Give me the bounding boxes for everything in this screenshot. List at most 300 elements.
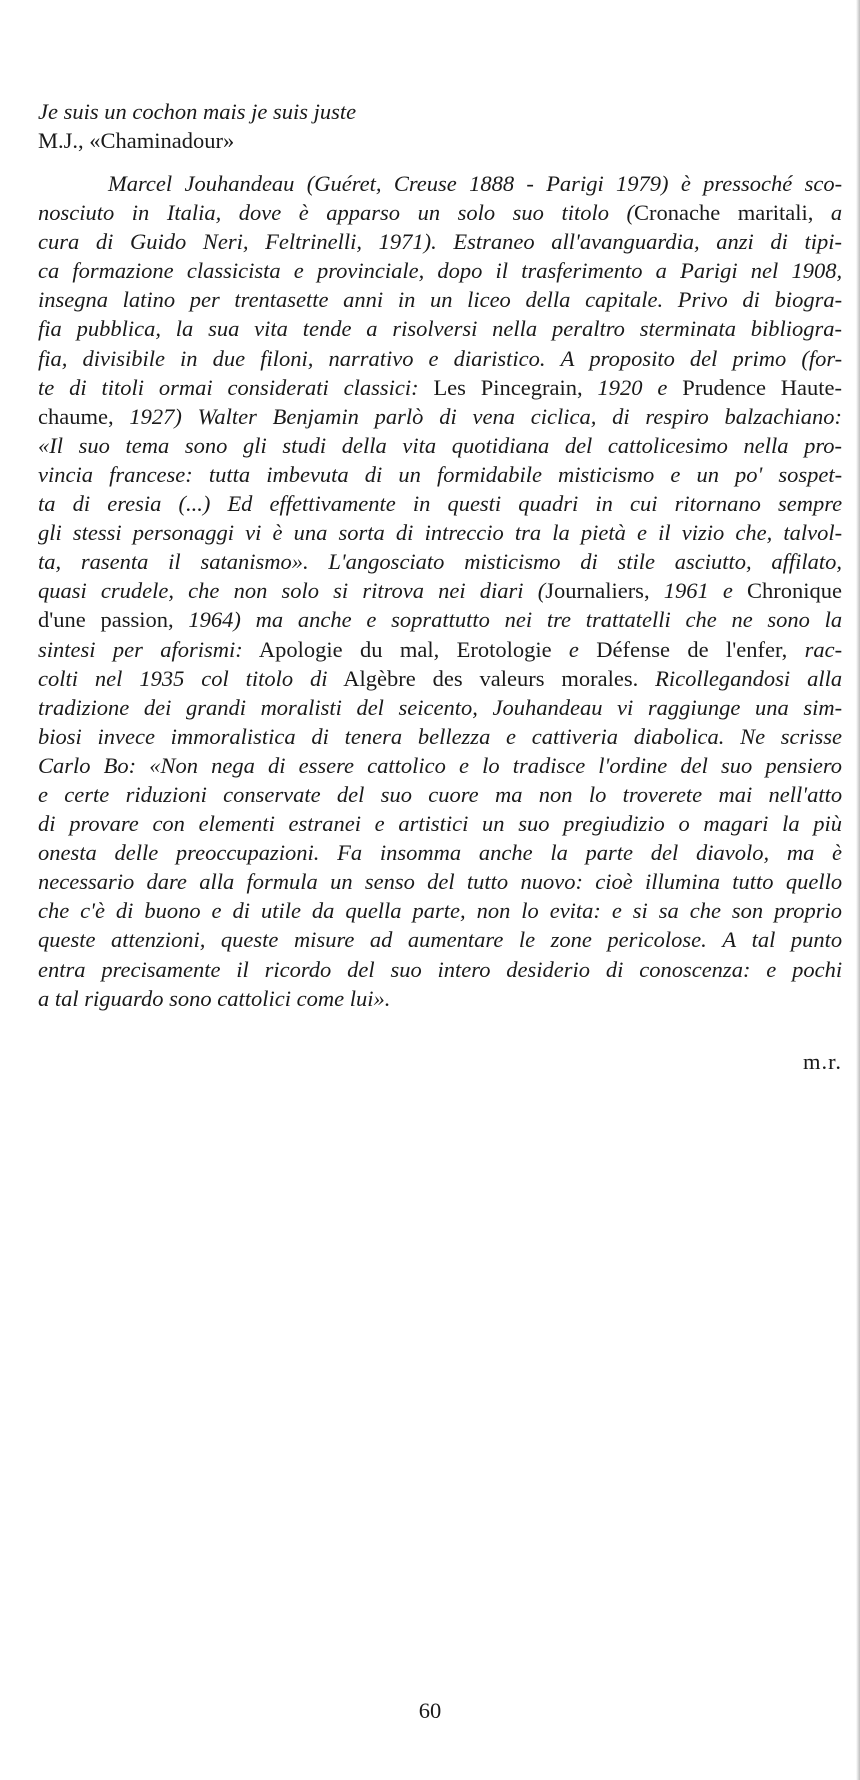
word: Estraneo <box>453 229 535 255</box>
word: tipi- <box>804 229 843 255</box>
text-line <box>38 925 842 954</box>
word: parte, <box>412 898 466 924</box>
word: quella <box>345 898 402 924</box>
word: sono <box>767 607 810 633</box>
word: e <box>458 752 469 778</box>
word: - <box>526 171 534 196</box>
word: tutto <box>466 869 509 895</box>
word: del <box>427 869 455 895</box>
word: apparso <box>326 200 401 226</box>
word: illumina <box>644 869 720 895</box>
word: colti <box>38 665 78 691</box>
word: sa <box>658 898 679 924</box>
word: «Non <box>149 752 198 778</box>
word: necessario <box>38 869 135 895</box>
word: (for- <box>801 345 843 371</box>
word: una <box>754 694 789 720</box>
word: non <box>476 898 511 924</box>
body-paragraph <box>38 169 842 1013</box>
word: e <box>657 374 668 400</box>
word: stessi <box>72 520 122 546</box>
word: formazione <box>72 258 174 284</box>
word: Les <box>433 374 466 400</box>
word: pochi <box>792 956 843 982</box>
text-line <box>38 955 842 984</box>
word: Jouhandeau <box>492 694 603 720</box>
word: tradizione <box>38 694 130 720</box>
word: è <box>832 840 843 866</box>
word: si <box>333 578 349 604</box>
word: è <box>272 520 283 546</box>
page-number: 60 <box>418 1698 442 1723</box>
word: pericolose. <box>607 927 707 953</box>
word: (Guéret, <box>306 171 382 196</box>
text-line <box>38 547 842 576</box>
text-line <box>38 285 842 314</box>
text-line <box>38 198 842 227</box>
word: francese: <box>109 461 193 487</box>
text-line <box>38 344 842 373</box>
word: solo <box>457 200 496 226</box>
word: non <box>233 578 268 604</box>
word: desiderio <box>506 956 591 982</box>
word: nega <box>211 752 255 778</box>
word: Creuse <box>393 171 457 196</box>
word: Guido <box>130 229 187 255</box>
word: cattolicesimo <box>607 432 728 458</box>
word: del <box>689 345 718 371</box>
word: latino <box>122 287 176 313</box>
word: primo <box>732 345 787 371</box>
word: talvol- <box>783 520 843 546</box>
word: vizio <box>681 520 725 546</box>
word: A <box>722 927 737 953</box>
word: diaristico. <box>453 345 546 371</box>
word: di <box>267 752 286 778</box>
word: in <box>595 491 613 517</box>
word: e <box>766 956 777 982</box>
word: trentasette <box>234 287 329 313</box>
word: gli <box>38 520 62 546</box>
page-edge <box>856 0 860 1780</box>
word: le <box>518 927 536 953</box>
word: il <box>168 549 181 575</box>
word: di <box>69 374 87 400</box>
word: certe <box>64 781 110 807</box>
word: utile <box>260 898 301 924</box>
word: Neri, <box>202 229 249 255</box>
word: Italia, <box>166 200 222 226</box>
word: lui». <box>349 985 391 1011</box>
word: di <box>364 461 383 487</box>
word: Marcel <box>108 171 173 196</box>
word: te <box>38 374 55 400</box>
word: lo <box>588 781 607 807</box>
text-line <box>38 896 842 925</box>
text-line <box>38 314 842 343</box>
word: tenera <box>344 723 403 749</box>
word: ( <box>626 200 634 226</box>
word: suo <box>78 432 110 458</box>
word: lo <box>482 752 500 778</box>
word: due <box>212 345 246 371</box>
word: Fa <box>337 840 363 866</box>
word: riduzioni <box>125 781 207 807</box>
word: elementi <box>198 811 275 837</box>
word: tal <box>751 927 776 953</box>
word: di <box>115 898 134 924</box>
word: e <box>506 723 517 749</box>
word: biosi <box>38 723 82 749</box>
word: 1961 <box>663 578 709 604</box>
word: cattolici <box>217 985 291 1011</box>
word: insomma <box>379 840 462 866</box>
word: tradisce <box>512 752 586 778</box>
text-line <box>38 984 842 1013</box>
word: 1964) <box>188 607 241 633</box>
word: un <box>482 811 505 837</box>
word: per <box>112 636 143 662</box>
word: diabolica. <box>633 723 725 749</box>
word: provinciale, <box>316 258 425 284</box>
word: ciclica, <box>530 403 597 429</box>
word: classicista <box>186 258 281 284</box>
word: suo <box>380 781 412 807</box>
word: 1971). <box>378 229 437 255</box>
word: questi <box>447 491 502 517</box>
word: sterminata <box>639 316 736 342</box>
word: di <box>605 956 624 982</box>
text-line <box>38 489 842 518</box>
text-line <box>38 722 842 751</box>
word: asciutto, <box>674 549 752 575</box>
word: a <box>655 258 667 284</box>
word: onesta <box>38 840 97 866</box>
word: che <box>685 607 717 633</box>
word: della <box>341 432 387 458</box>
epigraph <box>38 97 818 155</box>
word: nella <box>492 316 538 342</box>
word: Ne <box>740 723 766 749</box>
word: vi <box>617 694 634 720</box>
word: passion, <box>100 607 174 633</box>
word: a <box>366 316 378 342</box>
word: quadri <box>518 491 579 517</box>
word: diavolo, <box>695 840 770 866</box>
word: l'enfer, <box>725 636 788 662</box>
word: anche <box>478 840 533 866</box>
word: 1927) <box>129 403 182 429</box>
text-line <box>38 227 842 256</box>
word: nuovo: <box>520 869 583 895</box>
word: biogra- <box>774 287 843 313</box>
word: trattatelli <box>585 607 671 633</box>
word: Chronique <box>747 578 843 604</box>
word: Défense <box>596 636 670 662</box>
word: tra <box>514 520 542 546</box>
word: grandi <box>185 694 246 720</box>
word: la <box>550 840 568 866</box>
word: rac- <box>804 636 843 662</box>
word: sco- <box>804 171 843 196</box>
word: ricordo <box>264 956 332 982</box>
word: quotidiana <box>451 432 550 458</box>
word: sospet- <box>778 461 843 487</box>
text-line <box>38 635 842 664</box>
word: sono <box>169 985 212 1011</box>
word: di <box>612 403 630 429</box>
word: è <box>298 200 309 226</box>
word: ritornano <box>674 491 761 517</box>
word: del <box>564 432 593 458</box>
text-line <box>38 256 842 285</box>
word: 1920 <box>597 374 643 400</box>
word: tre <box>546 607 571 633</box>
word: che <box>38 898 70 924</box>
word: Jouhandeau <box>184 171 295 196</box>
word: ritrova <box>362 578 424 604</box>
text-line <box>38 576 842 605</box>
word: chaume, <box>38 403 114 429</box>
word: che, <box>735 520 773 546</box>
word: diari <box>479 578 524 604</box>
epigraph-attribution: M.J., «Chaminadour» <box>38 128 235 153</box>
word: du <box>359 636 383 662</box>
word: un <box>417 200 441 226</box>
word: vincia <box>38 461 93 487</box>
word: ma <box>494 781 523 807</box>
word: di <box>95 229 114 255</box>
word: essere <box>298 752 354 778</box>
word: Haute- <box>780 374 843 400</box>
word: affilato, <box>771 549 843 575</box>
word: satanismo». <box>200 549 309 575</box>
word: Parigi <box>546 171 604 196</box>
word: titolo <box>245 665 294 691</box>
word: troverete <box>622 781 703 807</box>
word: seicento, <box>398 694 478 720</box>
word: punto <box>790 927 843 953</box>
word: pensiero <box>765 752 843 778</box>
word: precisamente <box>101 956 221 982</box>
word: e <box>366 607 377 633</box>
word: dare <box>146 869 187 895</box>
word: considerati <box>227 374 329 400</box>
word: Cronache <box>634 200 721 226</box>
word: cuore <box>428 781 479 807</box>
word: conoscenza: <box>639 956 751 982</box>
word: che <box>188 578 220 604</box>
word: bellezza <box>417 723 491 749</box>
word: trasferimento <box>521 258 643 284</box>
word: fia <box>38 316 62 342</box>
text-line <box>38 867 842 896</box>
word: tutta <box>208 461 251 487</box>
word: ta <box>38 491 56 517</box>
word: capitale. <box>585 287 664 313</box>
word: entra <box>38 956 86 982</box>
word: estranei <box>288 811 361 837</box>
word: anche <box>297 607 352 633</box>
word: pregiudizio <box>563 811 665 837</box>
word: respiro <box>645 403 709 429</box>
word: all'avanguardia, <box>551 229 700 255</box>
word: divisibile <box>82 345 165 371</box>
word: di <box>232 898 250 924</box>
word: d'une <box>38 607 86 633</box>
word: di <box>395 520 414 546</box>
word: a <box>830 200 843 226</box>
word: la <box>552 520 570 546</box>
word: Prudence <box>682 374 766 400</box>
word: pressoché <box>703 171 793 196</box>
word: suo <box>721 752 753 778</box>
word: un <box>330 869 353 895</box>
word: ma <box>786 840 815 866</box>
word: morales. <box>561 665 639 691</box>
word: valeurs <box>479 665 545 691</box>
word: in <box>131 200 150 226</box>
word: con <box>152 811 185 837</box>
word: l'ordine <box>598 752 668 778</box>
word: a <box>38 985 50 1011</box>
word: classici: <box>343 374 419 400</box>
word: fia, <box>38 345 68 371</box>
word: Ed <box>227 491 253 517</box>
word: raggiunge <box>647 694 741 720</box>
word: Pincegrain, <box>480 374 583 400</box>
text-line <box>38 693 842 722</box>
word: una <box>293 520 328 546</box>
word: risolversi <box>392 316 478 342</box>
word: Walter <box>197 403 257 429</box>
text-line <box>38 838 842 867</box>
word: di <box>311 723 329 749</box>
word: solo <box>281 578 319 604</box>
word: son <box>731 898 764 924</box>
word: sempre <box>777 491 843 517</box>
word: più <box>813 811 843 837</box>
word: della <box>525 287 571 313</box>
word: ca <box>38 258 60 284</box>
word: mal, <box>399 636 440 662</box>
word: parte <box>585 840 634 866</box>
word: Parigi <box>680 258 738 284</box>
word: narrativo <box>328 345 414 371</box>
word: Ricollegandosi <box>655 665 791 691</box>
word: artistici <box>398 811 469 837</box>
word: non <box>538 781 573 807</box>
word: crudele, <box>100 578 175 604</box>
word: è <box>680 171 691 196</box>
word: dopo <box>437 258 483 284</box>
word: preoccupazioni. <box>175 840 320 866</box>
text-line <box>38 809 842 838</box>
word: quello <box>785 869 843 895</box>
word: Erotologie <box>456 636 552 662</box>
word: alla <box>807 665 843 691</box>
word: vita <box>402 432 437 458</box>
word: misure <box>293 927 355 953</box>
word: di <box>742 287 760 313</box>
word: ne <box>731 607 753 633</box>
word: vi <box>245 520 262 546</box>
text-line <box>38 751 842 780</box>
word: o <box>678 811 690 837</box>
word: di <box>580 549 598 575</box>
word: conservate <box>223 781 321 807</box>
word: pietà <box>580 520 626 546</box>
word: Algèbre <box>343 665 416 691</box>
word: proprio <box>774 898 843 924</box>
word: Feltrinelli, <box>265 229 363 255</box>
word: suo <box>390 956 422 982</box>
word: del <box>336 781 365 807</box>
word: tema <box>125 432 170 458</box>
word: nell'atto <box>768 781 843 807</box>
word: scrisse <box>780 723 843 749</box>
word: e <box>611 898 622 924</box>
word: e <box>38 781 48 807</box>
word: buono <box>144 898 201 924</box>
word: il <box>658 520 671 546</box>
word: po' <box>735 461 763 487</box>
word: zone <box>550 927 592 953</box>
word: vita <box>254 316 288 342</box>
word: sua <box>208 316 240 342</box>
word: e <box>722 578 733 604</box>
text-line <box>38 460 842 489</box>
word: Bo: <box>103 752 137 778</box>
word: titolo <box>561 200 609 226</box>
word: effettivamente <box>269 491 396 517</box>
word: A <box>560 345 575 371</box>
word: proposito <box>589 345 675 371</box>
word: invece <box>97 723 155 749</box>
text-line <box>38 780 842 809</box>
word: un <box>429 287 453 313</box>
epigraph-quote: Je suis un cochon mais je suis juste <box>38 99 357 124</box>
word: un <box>398 461 421 487</box>
word: liceo <box>467 287 511 313</box>
word: senso <box>364 869 415 895</box>
word: di <box>770 229 788 255</box>
word: e <box>374 811 385 837</box>
word: si <box>632 898 648 924</box>
word: evita: <box>549 898 601 924</box>
word: riguardo <box>84 985 164 1011</box>
word: per <box>189 287 220 313</box>
word: suo <box>512 200 544 226</box>
word: aforismi: <box>160 636 243 662</box>
word: mai <box>718 781 753 807</box>
word: col <box>201 665 229 691</box>
word: tende <box>302 316 352 342</box>
text-line <box>38 431 842 460</box>
word: del <box>347 956 375 982</box>
word: balzachiano: <box>724 403 843 429</box>
word: 1908, <box>791 258 843 284</box>
word: (...) <box>178 491 211 517</box>
word: Apologie <box>258 636 343 662</box>
word: tutto <box>732 869 774 895</box>
word: c'è <box>80 898 105 924</box>
word: bibliogra- <box>750 316 843 342</box>
word: parlò <box>374 403 424 429</box>
word: intreccio <box>424 520 504 546</box>
word: sintesi <box>38 636 96 662</box>
word: imbevuta <box>266 461 349 487</box>
